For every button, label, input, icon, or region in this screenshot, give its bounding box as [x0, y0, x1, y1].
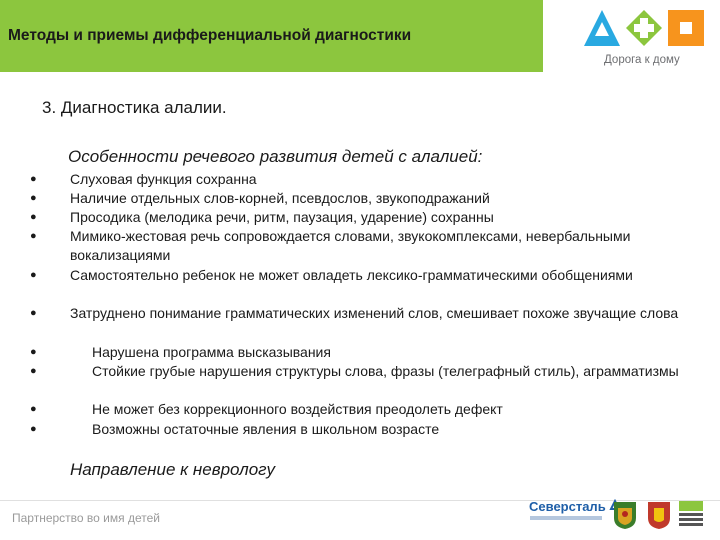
referral-note: Направление к неврологу [70, 460, 276, 479]
square-icon [668, 10, 704, 46]
list-item-text: Нарушена программа высказывания [92, 344, 331, 360]
bullet-icon: ● [30, 307, 37, 319]
bullet-icon: ● [30, 269, 37, 281]
list-item [30, 362, 690, 381]
section-subtitle: Особенности речевого развития детей с алалией: [68, 147, 483, 166]
bullet-icon: ● [30, 423, 37, 435]
sponsor-logo [529, 499, 621, 514]
bullet-icon: ● [30, 173, 37, 185]
list-item [30, 304, 690, 323]
list-item [30, 227, 690, 265]
logo-icons [582, 8, 712, 54]
sponsor-name: Северсталь [529, 499, 606, 514]
list-item [30, 400, 690, 419]
logo-caption: Дорога к дому [604, 54, 680, 66]
list-item-text: Самостоятельно ребенок не может овладеть лексико-грамматическими обобщениями [70, 267, 633, 283]
bullet-icon: ● [30, 403, 37, 415]
city-emblem-icon [646, 500, 672, 530]
bullet-icon: ● [30, 211, 37, 223]
list-item [30, 170, 690, 189]
section-heading: 3. Диагностика алалии. [42, 98, 227, 117]
triangle-icon [584, 10, 620, 46]
list-item-text: Мимико-жестовая речь сопровождается словами, звукокомплексами, невербальными вокализациями [70, 228, 631, 263]
header-band [0, 0, 543, 72]
list-item-text: Не может без коррекционного воздействия преодолеть дефект [92, 401, 503, 417]
foundation-logo-icon [678, 500, 704, 530]
list-item-text: Наличие отдельных слов-корней, псевдослов, звукоподражаний [70, 190, 490, 206]
list-item [30, 189, 690, 208]
footer-partner-text: Партнерство во имя детей [12, 511, 160, 525]
sponsor-tagline [530, 516, 602, 520]
list-item [30, 208, 690, 227]
list-item [30, 343, 690, 362]
slide-title: Методы и приемы дифференциальной диагностики [8, 27, 412, 44]
list-item-text: Слуховая функция сохранна [70, 171, 257, 187]
list-item [30, 420, 690, 439]
list-item-text: Стойкие грубые нарушения структуры слова, фразы (телеграфный стиль), аграмматизмы [92, 363, 679, 379]
diamond-cross-icon [626, 10, 662, 46]
bullet-icon: ● [30, 365, 37, 377]
list-item-text: Возможны остаточные явления в школьном возрасте [92, 421, 440, 437]
regional-emblem-icon [612, 500, 638, 530]
bullet-icon: ● [30, 192, 37, 204]
bullet-icon: ● [30, 230, 37, 242]
list-item [30, 266, 690, 285]
list-item-text: Затруднено понимание грамматических изменений слов, смешивает похоже звучащие слова [70, 305, 679, 321]
list-item-text: Просодика (мелодика речи, ритм, паузация, ударение) сохранны [70, 209, 494, 225]
bullet-icon: ● [30, 346, 37, 358]
